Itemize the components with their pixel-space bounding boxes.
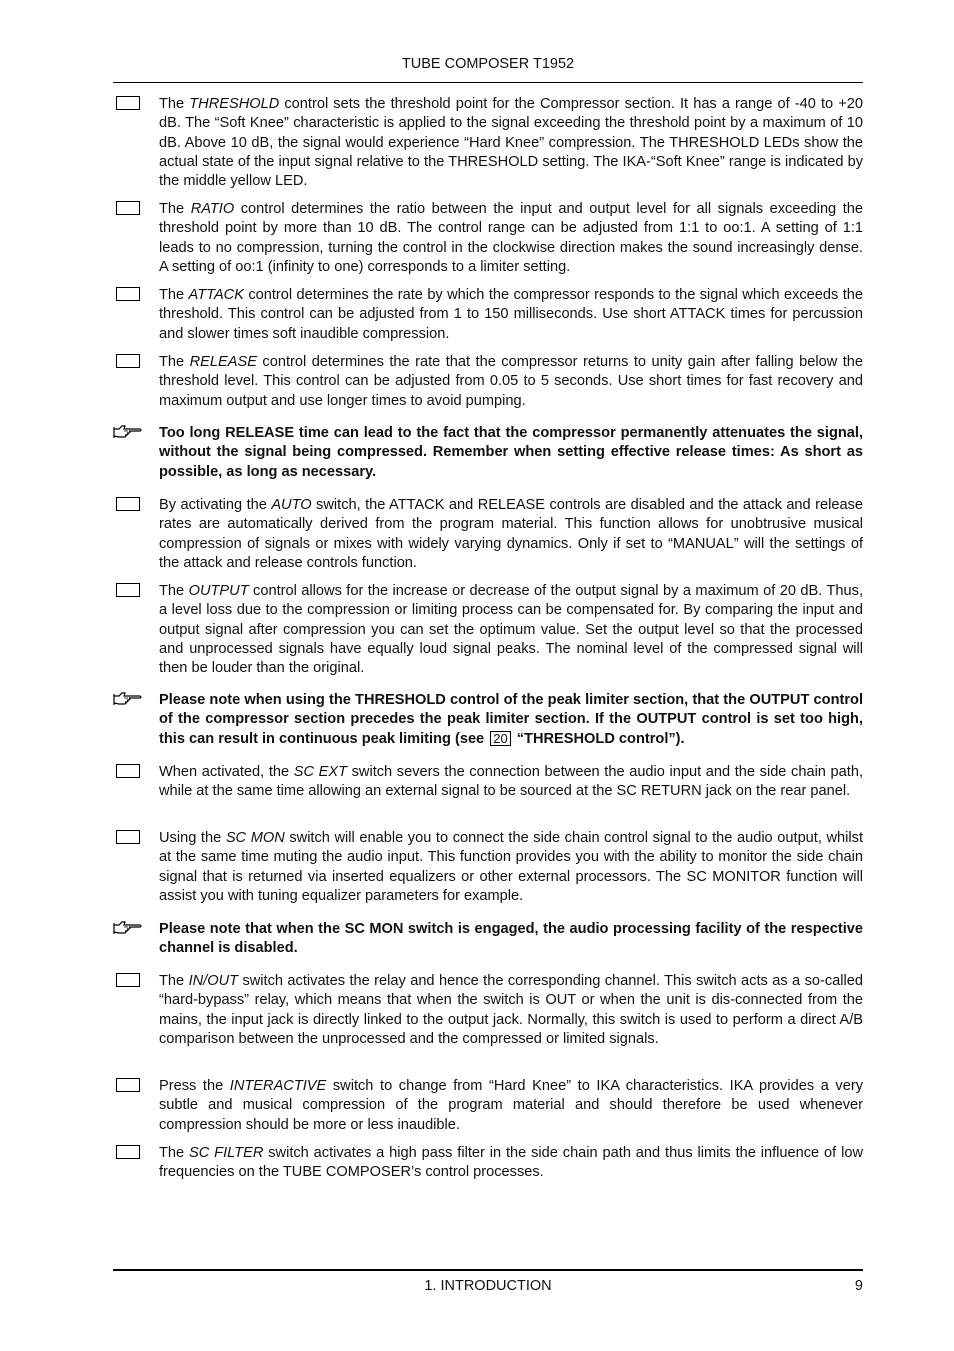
empty-checkbox-icon <box>116 497 140 511</box>
control-name: SC EXT <box>293 764 348 780</box>
paragraph-sc-filter: The SC FILTER switch activates a high pass filter in the side chain path and thus limits the influence of low frequencies on the TUBE COMPOSER’s control processes. <box>159 1145 863 1181</box>
empty-checkbox-icon <box>116 583 140 597</box>
pointing-hand-icon <box>113 920 143 936</box>
empty-checkbox-icon <box>116 201 140 215</box>
paragraph-interactive: Press the INTERACTIVE switch to change from “Hard Knee” to IKA characteristics. IKA provides a very subtle and musical compression of the program material and should therefore be used whenever compression should be more or less inaudible. <box>159 1078 863 1133</box>
pointing-hand-icon <box>113 424 143 440</box>
control-name: IN/OUT <box>188 973 239 989</box>
control-name: OUTPUT <box>188 583 249 599</box>
page-header: TUBE COMPOSER T1952 <box>401 56 575 72</box>
paragraph-attack: The ATTACK control determines the rate by which the compressor responds to the signal which exceeds the threshold. This control can be adjusted from 1 to 150 milliseconds. Use short ATTACK times for percussion and slower times soft inaudible compression. <box>159 287 864 342</box>
control-name: ATTACK <box>188 287 244 303</box>
empty-checkbox-icon <box>116 830 140 844</box>
control-name: RATIO <box>190 201 235 217</box>
paragraph-sc-mon: Using the SC MON switch will enable you to connect the side chain control signal to the audio output, whilst at the same time muting the audio input. This function provides you with the ability to monitor the side chain signal that is returned via inserted equalizers or other external processors. The SC MONITOR function will assist you with tuning equalizer parameters for example. <box>159 830 864 904</box>
note-release-time: Too long RELEASE time can lead to the fact that the compressor permanently attenuates the signal, without the signal being compressed. Remember when setting effective release times: As short as possible, as long as necessary. <box>159 425 863 480</box>
empty-checkbox-icon <box>116 354 140 368</box>
control-name: RELEASE <box>189 354 257 370</box>
page-number: 9 <box>854 1278 863 1294</box>
control-name: AUTO <box>271 497 312 513</box>
control-name: THRESHOLD <box>189 96 280 112</box>
paragraph-auto: By activating the AUTO switch, the ATTACK and RELEASE controls are disabled and the attack and release rates are automatically derived from the program material. This function allows for unobtrusive musical compression of signals or mixes with widely varying dynamics. Only if set to “MANUAL” will the settings of the attack and release controls function. <box>159 497 863 571</box>
paragraph-output: The OUTPUT control allows for the increase or decrease of the output signal by a maximum of 20 dB. Thus, a level loss due to the compression or limiting process can be compensated for. By comparing the input and output signal after compression you can set the optimum value. Set the output level so that the processed and unprocessed signals have equally loud signal peaks. The nominal level of the compressed signal will then be louder than the original. <box>159 583 864 677</box>
header-rule <box>113 82 863 83</box>
paragraph-in-out: The IN/OUT switch activates the relay and hence the corresponding channel. This switch acts as a so-called “hard-bypass” relay, which means that when the switch is OUT or when the unit is dis-connected from the mains, the input jack is directly linked to the output jack. Normally, this switch is used to perform a direct A/B comparison between the unprocessed and the compressed or limited signals. <box>159 973 863 1047</box>
note-threshold-output: Please note when using the THRESHOLD control of the peak limiter section, that the OUTPUT control of the compressor section precedes the peak limiter section. If the OUTPUT control is set too high, this can result in continuous peak limiting (see 20 “THRESHOLD control”). <box>159 692 863 747</box>
note-sc-mon: Please note that when the SC MON switch is engaged, the audio processing facility of the respective channel is disabled. <box>159 921 863 957</box>
paragraph-threshold: The THRESHOLD control sets the threshold point for the Compressor section. It has a range of -40 to +20 dB. The “Soft Knee” characteristic is applied to the signal exceeding the threshold point by a maximum of 10 dB. Above 10 dB, the signal would experience “Hard Knee” compression. The THRESHOLD LEDs show the actual state of the input signal relative to the THRESHOLD setting. The IKA-“Soft Knee” range is indicated by the middle yellow LED. <box>159 96 864 190</box>
paragraph-release: The RELEASE control determines the rate that the compressor returns to unity gain after falling below the threshold level. This control can be adjusted from 0.05 to 5 seconds. Use short times for fast recovery and maximum output and use longer times to avoid pumping. <box>159 354 864 409</box>
page-reference-box: 20 <box>490 731 510 746</box>
paragraph-sc-ext: When activated, the SC EXT switch severs the connection between the audio input and the side chain path, while at the same time allowing an external signal to be sourced at the SC RETURN jack on the rear panel. <box>159 764 864 800</box>
empty-checkbox-icon <box>116 96 140 110</box>
empty-checkbox-icon <box>116 1078 140 1092</box>
footer-section: 1. INTRODUCTION <box>424 1278 552 1294</box>
control-name: SC MON <box>225 830 285 846</box>
empty-checkbox-icon <box>116 973 140 987</box>
empty-checkbox-icon <box>116 287 140 301</box>
paragraph-ratio: The RATIO control determines the ratio between the input and output level for all signals exceeding the threshold point by more than 10 dB. The control range can be adjusted from 1:1 to oo:1. A setting of 1:1 leads to no compression, turning the control in the clockwise direction makes the sound increasingly dense. A setting of oo:1 (infinity to one) corresponds to a limiter setting. <box>159 201 864 275</box>
pointing-hand-icon <box>113 691 143 707</box>
control-name: SC FILTER <box>189 1145 264 1161</box>
footer-rule <box>113 1269 863 1271</box>
empty-checkbox-icon <box>116 1145 140 1159</box>
empty-checkbox-icon <box>116 764 140 778</box>
control-name: INTERACTIVE <box>229 1078 327 1094</box>
